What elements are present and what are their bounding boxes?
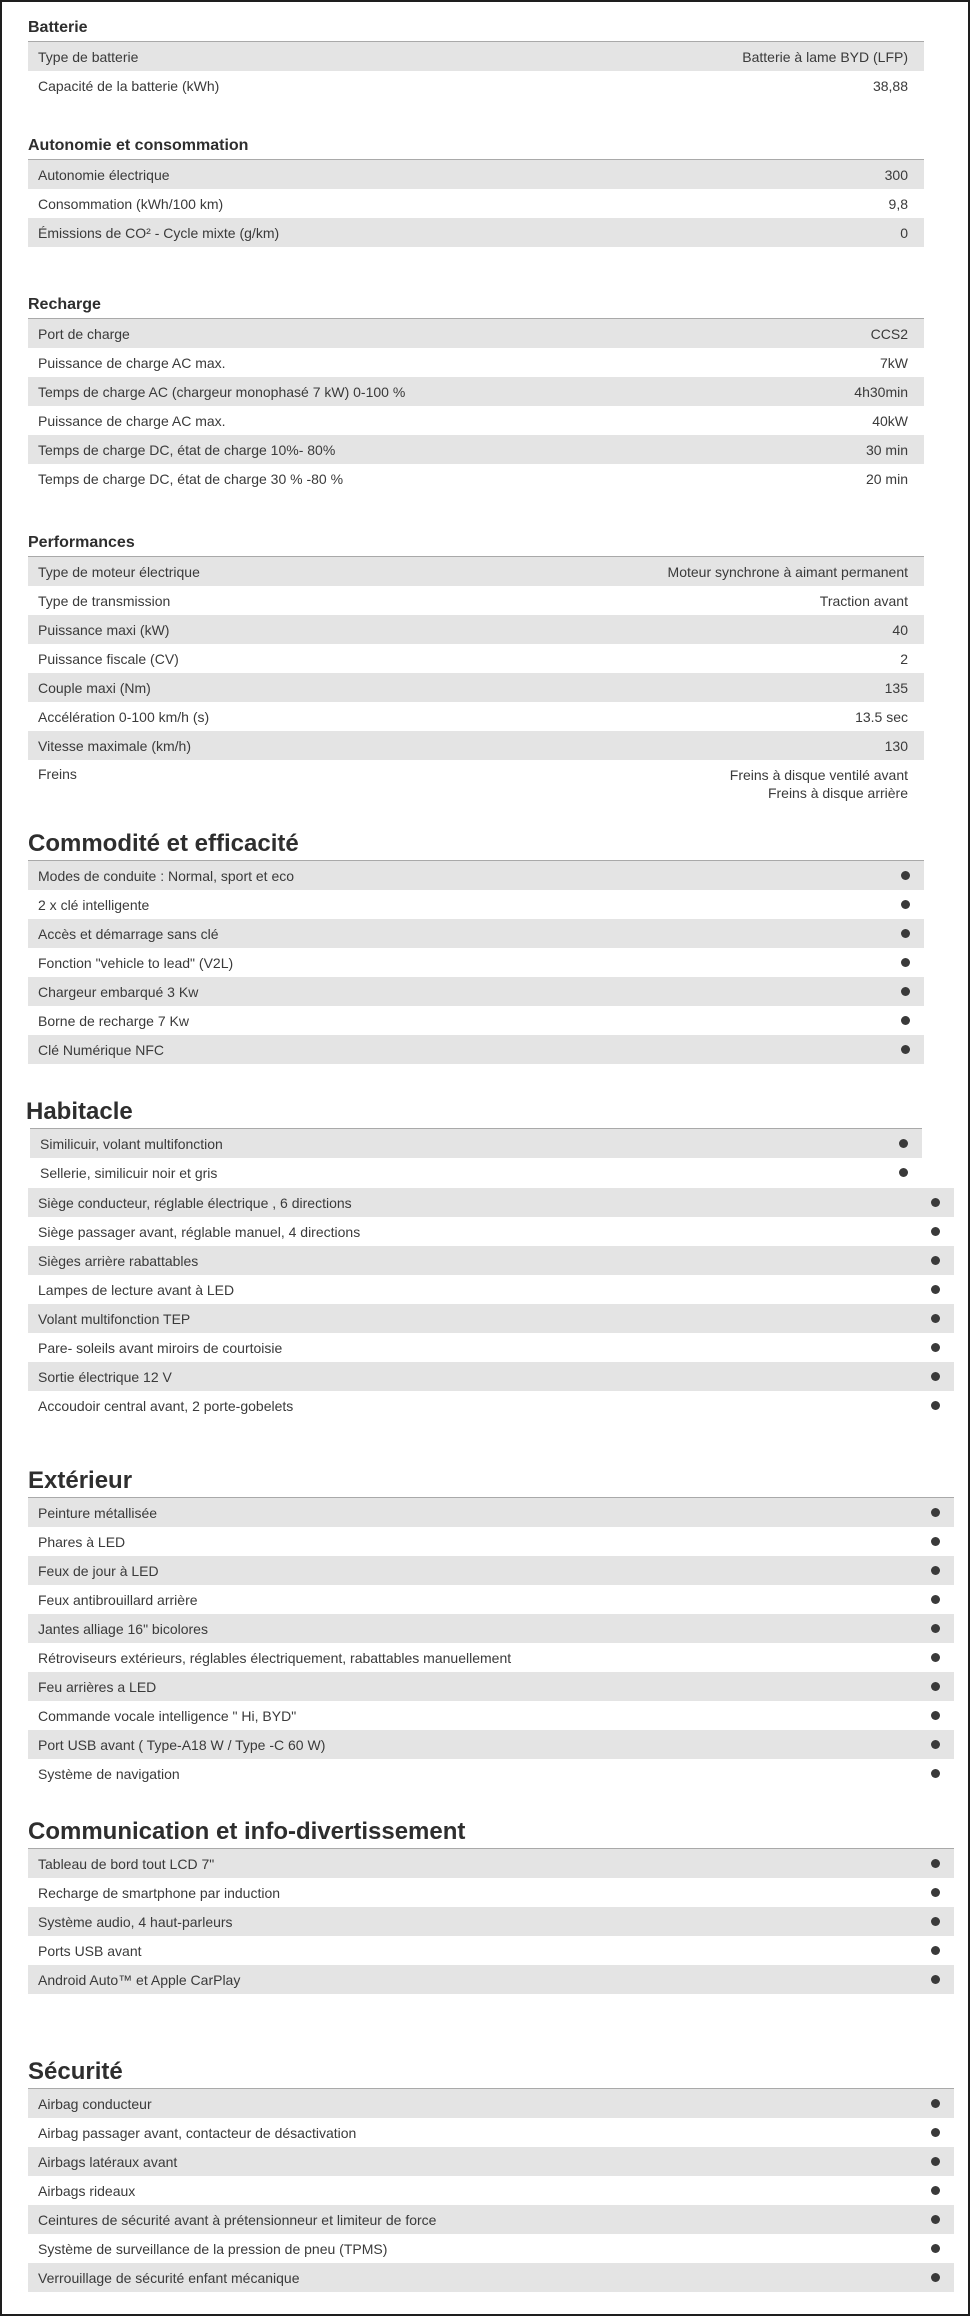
feature-row: [28, 1759, 954, 1788]
included-dot-icon: [931, 2215, 940, 2224]
feature-label: Recharge de smartphone par induction: [38, 1884, 281, 1901]
spec-value: Moteur synchrone à aimant permanent: [667, 563, 908, 580]
spec-value: 300: [884, 166, 908, 183]
feature-list-habitacle-lower: [28, 1188, 954, 1420]
feature-list-exterieur: [28, 1497, 954, 1788]
feature-label: Borne de recharge 7 Kw: [38, 1012, 189, 1029]
spec-label: Temps de charge DC, état de charge 30 % -80 %: [38, 470, 344, 487]
included-dot-icon: [931, 1566, 940, 1575]
spec-value: 9,8: [888, 195, 908, 212]
spec-label: Vitesse maximale (km/h): [38, 737, 192, 754]
feature-row: [28, 1936, 954, 1965]
feature-label: Jantes alliage 16" bicolores: [38, 1620, 208, 1637]
spec-value: 40: [892, 621, 908, 638]
spec-row: [28, 377, 924, 406]
spec-row: [28, 644, 924, 673]
feature-label: Sièges arrière rabattables: [38, 1252, 199, 1269]
feature-row: [28, 2089, 954, 2118]
feature-label: Accès et démarrage sans clé: [38, 925, 219, 942]
spec-value: 13.5 sec: [855, 708, 908, 725]
spec-label: Capacité de la batterie (kWh): [38, 77, 220, 94]
section-autonomie: [28, 137, 924, 247]
feature-label: Siège conducteur, réglable électrique , 6 directions: [38, 1194, 352, 1211]
included-dot-icon: [931, 1653, 940, 1662]
feature-label: Feux antibrouillard arrière: [38, 1591, 198, 1608]
feature-label: Volant multifonction TEP: [38, 1310, 191, 1327]
spec-value: [730, 766, 908, 802]
feature-list-securite: [28, 2088, 954, 2292]
spec-value: Batterie à lame BYD (LFP): [742, 48, 908, 65]
included-dot-icon: [899, 1168, 908, 1177]
included-dot-icon: [931, 1508, 940, 1517]
spec-label: Puissance fiscale (CV): [38, 650, 179, 667]
included-dot-icon: [931, 1917, 940, 1926]
feature-row: [28, 2147, 954, 2176]
feature-row: [28, 1275, 954, 1304]
feature-label: Feu arrières a LED: [38, 1678, 157, 1695]
spec-label: Puissance de charge AC max.: [38, 354, 226, 371]
feature-list-communication: [28, 1848, 954, 1994]
feature-label: Pare- soleils avant miroirs de courtoisie: [38, 1339, 283, 1356]
included-dot-icon: [901, 1016, 910, 1025]
feature-label: Peinture métallisée: [38, 1504, 158, 1521]
feature-row: [28, 1217, 954, 1246]
spec-table-batterie: [28, 41, 924, 100]
feature-row: [28, 1907, 954, 1936]
spec-value: Traction avant: [819, 592, 908, 609]
spec-row: [28, 586, 924, 615]
feature-label: Tableau de bord tout LCD 7": [38, 1855, 215, 1872]
feature-list-commodite: [28, 860, 924, 1064]
feature-label: Système de navigation: [38, 1765, 180, 1782]
included-dot-icon: [901, 1045, 910, 1054]
spec-value: CCS2: [870, 325, 908, 342]
feature-row: [28, 1333, 954, 1362]
spec-row: [28, 406, 924, 435]
spec-value-line: Freins à disque arrière: [767, 785, 908, 801]
feature-row: [28, 1362, 954, 1391]
feature-label: Commande vocale intelligence " Hi, BYD": [38, 1707, 297, 1724]
section-title-habitacle: Habitacle: [26, 1098, 133, 1125]
included-dot-icon: [931, 2273, 940, 2282]
feature-label: Fonction "vehicle to lead" (V2L): [38, 954, 234, 971]
spec-row: [28, 189, 924, 218]
included-dot-icon: [931, 1401, 940, 1410]
feature-row: [28, 1849, 954, 1878]
feature-label: Accoudoir central avant, 2 porte-gobelets: [38, 1397, 294, 1414]
spec-row: [28, 673, 924, 702]
feature-row: [28, 1304, 954, 1333]
spec-value: 30 min: [865, 441, 908, 458]
included-dot-icon: [931, 1859, 940, 1868]
feature-label: Android Auto™ et Apple CarPlay: [38, 1971, 241, 1988]
included-dot-icon: [931, 1198, 940, 1207]
feature-row: [28, 1498, 954, 1527]
included-dot-icon: [931, 1682, 940, 1691]
included-dot-icon: [931, 1595, 940, 1604]
feature-row: [28, 2176, 954, 2205]
included-dot-icon: [931, 1537, 940, 1546]
spec-label: Temps de charge DC, état de charge 10%- 80%: [38, 441, 336, 458]
included-dot-icon: [931, 1769, 940, 1778]
spec-value: 20 min: [865, 470, 908, 487]
section-title-performances: Performances: [28, 534, 135, 551]
spec-row: [28, 42, 924, 71]
spec-row-freins: [28, 760, 924, 808]
included-dot-icon: [931, 1711, 940, 1720]
feature-row: [28, 1246, 954, 1275]
included-dot-icon: [931, 2128, 940, 2137]
spec-table-recharge: [28, 318, 924, 493]
included-dot-icon: [931, 1946, 940, 1955]
feature-label: Modes de conduite : Normal, sport et eco: [38, 867, 295, 884]
feature-row: [28, 2118, 954, 2147]
included-dot-icon: [931, 1285, 940, 1294]
feature-label: Ports USB avant: [38, 1942, 142, 1959]
section-title-commodite: Commodité et efficacité: [28, 830, 299, 857]
feature-row: [28, 2234, 954, 2263]
feature-label: Chargeur embarqué 3 Kw: [38, 983, 199, 1000]
included-dot-icon: [931, 1975, 940, 1984]
spec-row: [28, 319, 924, 348]
feature-label: Rétroviseurs extérieurs, réglables électriquement, rabattables manuellement: [38, 1649, 512, 1666]
feature-label: Phares à LED: [38, 1533, 126, 1550]
feature-label: Feux de jour à LED: [38, 1562, 159, 1579]
section-title-autonomie: Autonomie et consommation: [28, 137, 249, 154]
spec-value-line: Freins à disque ventilé avant: [729, 767, 908, 783]
feature-label: Système audio, 4 haut-parleurs: [38, 1913, 233, 1930]
included-dot-icon: [931, 1624, 940, 1633]
spec-row: [28, 731, 924, 760]
spec-row: [28, 71, 924, 100]
feature-label: Airbags rideaux: [38, 2182, 136, 2199]
section-habitacle-cont: [28, 1188, 954, 1420]
feature-row: [28, 1391, 954, 1420]
spec-value: 135: [884, 679, 908, 696]
feature-label: Sellerie, similicuir noir et gris: [40, 1164, 218, 1181]
feature-label: Sortie électrique 12 V: [38, 1368, 172, 1385]
feature-label: Siège passager avant, réglable manuel, 4 directions: [38, 1223, 361, 1240]
feature-row: [28, 1672, 954, 1701]
section-title-communication: Communication et info-divertissement: [28, 1818, 466, 1845]
feature-row: [28, 948, 924, 977]
spec-row: [28, 702, 924, 731]
included-dot-icon: [931, 1227, 940, 1236]
spec-row: [28, 615, 924, 644]
included-dot-icon: [931, 1343, 940, 1352]
feature-row: [28, 1527, 954, 1556]
included-dot-icon: [931, 2186, 940, 2195]
feature-label: Verrouillage de sécurité enfant mécanique: [38, 2269, 300, 2286]
spec-value: 0: [900, 224, 908, 241]
section-title-exterieur: Extérieur: [28, 1467, 133, 1494]
feature-row: [28, 1035, 924, 1064]
section-securite: [28, 2058, 954, 2292]
feature-label: Système de surveillance de la pression de pneu (TPMS): [38, 2240, 388, 2257]
section-title-recharge: Recharge: [28, 296, 101, 313]
feature-row: [28, 2263, 954, 2292]
spec-label: Consommation (kWh/100 km): [38, 195, 224, 212]
feature-label: Airbag passager avant, contacteur de désactivation: [38, 2124, 357, 2141]
section-habitacle: [26, 1098, 922, 1187]
feature-row: [30, 1158, 922, 1187]
feature-row: [28, 1730, 954, 1759]
included-dot-icon: [931, 1372, 940, 1381]
spec-label: Couple maxi (Nm): [38, 679, 151, 696]
feature-row: [28, 1643, 954, 1672]
feature-row: [28, 977, 924, 1006]
included-dot-icon: [931, 2157, 940, 2166]
spec-label: Autonomie électrique: [38, 166, 170, 183]
feature-label: Airbags latéraux avant: [38, 2153, 178, 2170]
spec-row: [28, 160, 924, 189]
feature-row: [28, 1878, 954, 1907]
feature-label: Ceintures de sécurité avant à prétensionneur et limiteur de force: [38, 2211, 437, 2228]
section-commodite: [28, 830, 924, 1064]
feature-label: Clé Numérique NFC: [38, 1041, 165, 1058]
feature-row: [28, 1614, 954, 1643]
spec-row: [28, 557, 924, 586]
spec-label: Puissance maxi (kW): [38, 621, 170, 638]
spec-value: 130: [884, 737, 908, 754]
feature-label: Lampes de lecture avant à LED: [38, 1281, 235, 1298]
feature-row: [28, 890, 924, 919]
feature-row: [28, 1556, 954, 1585]
feature-row: [30, 1129, 922, 1158]
spec-row: [28, 348, 924, 377]
spec-label: Émissions de CO² - Cycle mixte (g/km): [38, 224, 280, 241]
feature-label: Port USB avant ( Type-A18 W / Type -C 60 W): [38, 1736, 326, 1753]
feature-row: [28, 1701, 954, 1730]
included-dot-icon: [901, 871, 910, 880]
included-dot-icon: [931, 2099, 940, 2108]
spec-value: 4h30min: [854, 383, 908, 400]
included-dot-icon: [931, 1256, 940, 1265]
spec-row: [28, 435, 924, 464]
spec-value: 38,88: [872, 77, 908, 94]
section-performances: [28, 534, 924, 808]
feature-row: [28, 919, 924, 948]
feature-row: [28, 2205, 954, 2234]
included-dot-icon: [931, 1740, 940, 1749]
spec-label: Accélération 0-100 km/h (s): [38, 708, 210, 725]
section-recharge: [28, 296, 924, 493]
spec-label: Type de transmission: [38, 592, 171, 609]
feature-label: Similicuir, volant multifonction: [40, 1135, 223, 1152]
feature-label: Airbag conducteur: [38, 2095, 152, 2112]
feature-row: [28, 861, 924, 890]
feature-row: [28, 1006, 924, 1035]
section-communication: [28, 1818, 954, 1994]
section-batterie: [28, 19, 924, 100]
spec-value: 2: [900, 650, 908, 667]
included-dot-icon: [901, 900, 910, 909]
spec-label: Puissance de charge AC max.: [38, 412, 226, 429]
section-title-securite: Sécurité: [28, 2058, 123, 2085]
spec-value: 7kW: [880, 354, 908, 371]
feature-label: 2 x clé intelligente: [38, 896, 150, 913]
spec-row: [28, 218, 924, 247]
spec-table-autonomie: [28, 159, 924, 247]
section-title-batterie: Batterie: [28, 19, 88, 36]
included-dot-icon: [931, 2244, 940, 2253]
included-dot-icon: [899, 1139, 908, 1148]
included-dot-icon: [901, 987, 910, 996]
spec-table-performances: [28, 556, 924, 808]
feature-row: [28, 1965, 954, 1994]
spec-label: Port de charge: [38, 325, 130, 342]
included-dot-icon: [931, 1888, 940, 1897]
spec-label: Temps de charge AC (chargeur monophasé 7 kW) 0-100 %: [38, 383, 406, 400]
spec-row: [28, 464, 924, 493]
included-dot-icon: [901, 958, 910, 967]
included-dot-icon: [931, 1314, 940, 1323]
spec-value: 40kW: [872, 412, 908, 429]
included-dot-icon: [901, 929, 910, 938]
spec-label: Type de moteur électrique: [38, 563, 200, 580]
spec-label: Freins: [38, 766, 77, 782]
feature-row: [28, 1188, 954, 1217]
feature-row: [28, 1585, 954, 1614]
spec-label: Type de batterie: [38, 48, 139, 65]
feature-list-habitacle-upper: [30, 1128, 922, 1187]
section-exterieur: [28, 1467, 954, 1788]
